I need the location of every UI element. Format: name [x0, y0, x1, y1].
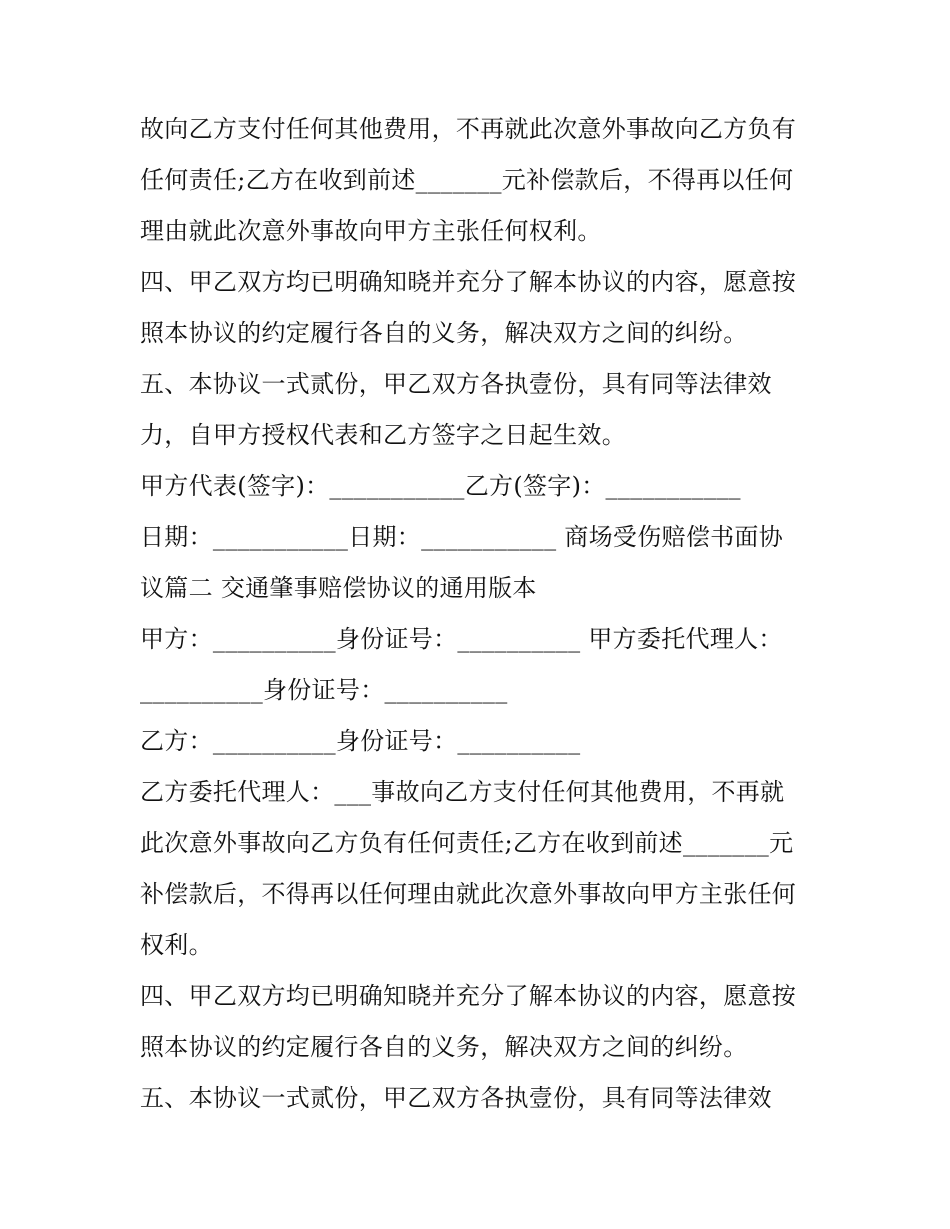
text-line: 故向乙方支付任何其他费用，不再就此次意外事故向乙方负有 — [140, 115, 797, 143]
document-body — [140, 104, 820, 1124]
text-line: 五、本协议一式贰份，甲乙双方各执壹份，具有同等法律效 — [140, 370, 772, 398]
text-line: 补偿款后，不得再以任何理由就此次意外事故向甲方主张任何 — [140, 880, 797, 908]
party-b-line: 乙方：__________身份证号：__________ — [140, 727, 581, 755]
section-heading: 议篇二 交通肇事赔偿协议的通用版本 — [140, 574, 537, 602]
text-line: 权利。 — [140, 931, 213, 959]
text-line: 任何责任;乙方在收到前述_______元补偿款后，不得再以任何 — [140, 166, 794, 194]
text-line: 四、甲乙双方均已明确知晓并充分了解本协议的内容，愿意按 — [140, 268, 797, 296]
text-line: 五、本协议一式贰份，甲乙双方各执壹份，具有同等法律效 — [140, 1084, 772, 1112]
text-line: 此次意外事故向乙方负有任何责任;乙方在收到前述_______元 — [140, 829, 794, 857]
signature-line: 甲方代表(签字)：___________乙方(签字)：___________ — [140, 472, 741, 500]
text-line: 四、甲乙双方均已明确知晓并充分了解本协议的内容，愿意按 — [140, 982, 797, 1010]
text-line: 照本协议的约定履行各自的义务，解决双方之间的纠纷。 — [140, 319, 748, 347]
agent-id-line: __________身份证号：__________ — [140, 676, 508, 704]
text-line: 乙方委托代理人：___事故向乙方支付任何其他费用，不再就 — [140, 778, 785, 806]
text-line: 力，自甲方授权代表和乙方签字之日起生效。 — [140, 421, 626, 449]
text-line: 照本协议的约定履行各自的义务，解决双方之间的纠纷。 — [140, 1033, 748, 1061]
text-line: 理由就此次意外事故向甲方主张任何权利。 — [140, 217, 602, 245]
party-a-line: 甲方：__________身份证号：__________ 甲方委托代理人： — [140, 625, 783, 653]
date-line: 日期：___________日期：___________ 商场受伤赔偿书面协 — [140, 523, 784, 551]
